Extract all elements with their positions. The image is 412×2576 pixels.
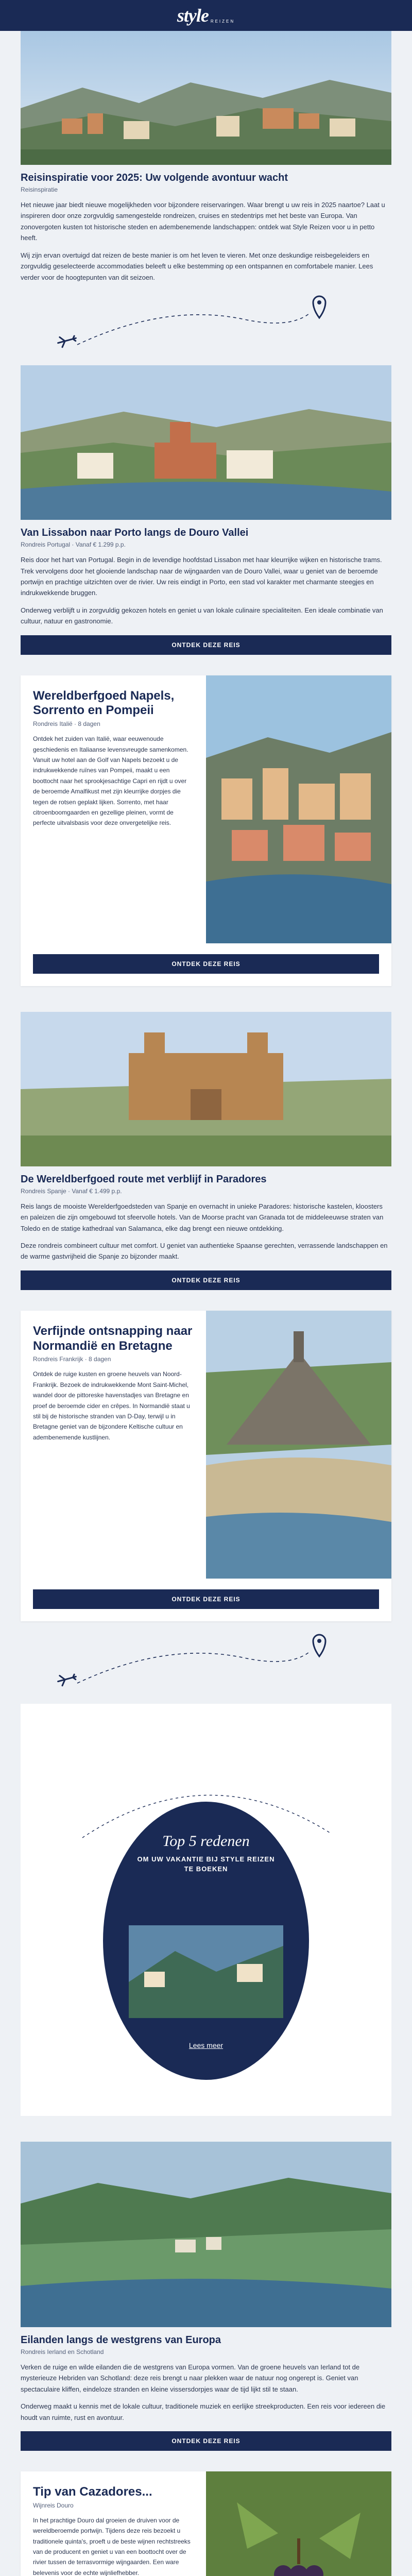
tip-card bbox=[21, 2471, 391, 2576]
card-body: Ontdek het zuiden van Italië, waar eeuwenoude geschiedenis en Italiaanse levensvreugde samenkomen. Vanuit uw hotel aan de Golf van Napels bezoekt u de indrukwekkende ruïnes van Pompeii, maakt u een boottocht naar het sprookjesachtige Capri en rijdt u over de beroemde Amalfikust met zijn kleurrijke dorpjes die tegen de rotsen geplakt lijken. Sorrento, met haar citroenboomgaarden en gezellige pleinen, vormt de perfecte uitvalsbasis voor deze onvergetelijke reis. bbox=[33, 735, 188, 827]
trip-card-napels bbox=[21, 675, 391, 986]
card-image[interactable] bbox=[206, 1311, 391, 1581]
article-body-2: Wij zijn ervan overtuigd dat reizen de beste manier is om het leven te vieren. Met onze deskundige reisbegeleiders en zorgvuldig geselecteerde accommodaties beleeft u elke bestemming op een ontspannen en comfortabele manier. Lees verder voor de hoogtepunten van dit seizoen. bbox=[21, 251, 373, 281]
article-image-islands[interactable] bbox=[21, 2142, 391, 2327]
card-subtitle: Rondreis Frankrijk · 8 dagen bbox=[33, 1355, 111, 1363]
card-subtitle: Wijnreis Douro bbox=[33, 2501, 74, 2509]
article-subtitle: Reisinspiratie bbox=[21, 186, 58, 193]
promo-line1: Top 5 redenen bbox=[162, 1832, 250, 1850]
discover-trip-button[interactable]: ONTDEK DEZE REIS bbox=[33, 954, 379, 974]
article-body-2: Onderweg maakt u kennis met de lokale cultuur, traditionele muziek en eerlijke streekproducten. Een reis voor iedereen die houdt van ruimte, rust en avontuur. bbox=[21, 2402, 386, 2421]
card-image[interactable] bbox=[206, 2471, 391, 2576]
article-subtitle: Rondreis Portugal · Vanaf € 1.299 p.p. bbox=[21, 541, 126, 549]
plane-divider bbox=[0, 1621, 412, 1704]
article-body-2: Onderweg verblijft u in zorgvuldig gekozen hotels en geniet u van lokale culinaire specialiteiten. Een ideale combinatie van cultuur, natuur en gastronomie. bbox=[21, 606, 383, 625]
card-body: In het prachtige Douro dal groeien de druiven voor de wereldberoemde portwijn. Tijdens deze reis bezoekt u traditionele quinta's, proeft u de beste wijnen rechtstreeks van de producent en geniet u van een boottocht over de rivier tussen de terrasvormige wijngaarden. Een ware belevenis voor de echte wijnliefhebber. bbox=[33, 2516, 191, 2576]
card-image[interactable] bbox=[206, 675, 391, 946]
article-subtitle: Rondreis Ierland en Schotland bbox=[21, 2348, 104, 2355]
article-subtitle: Rondreis Spanje · Vanaf € 1.499 p.p. bbox=[21, 1187, 122, 1195]
card-title[interactable]: Tip van Cazadores... bbox=[33, 2485, 152, 2499]
article-title[interactable]: Reisinspiratie voor 2025: Uw volgende avontuur wacht bbox=[21, 172, 288, 183]
article-body: Het nieuwe jaar biedt nieuwe mogelijkheden voor bijzondere reiservaringen. Waar brengt u uw reis in 2025 naartoe? Laat u inspireren door onze zorgvuldig samengestelde rondreizen, cruises en stedentrips met het beste van Europa. Van zonovergoten kusten tot historische steden en adembenemende landschappen: ontdek wat Style Reizen voor u in petto heeft. bbox=[21, 201, 385, 242]
promo-cta[interactable]: Lees meer bbox=[188, 2041, 224, 2049]
card-subtitle: Rondreis Italië · 8 dagen bbox=[33, 720, 100, 728]
logo-sub: REIZEN bbox=[210, 19, 235, 24]
article-title[interactable]: De Wereldberfgoed route met verblijf in Paradores bbox=[21, 1173, 267, 1185]
article-body: Reis door het hart van Portugal. Begin in de levendige hoofdstad Lissabon met haar kleurrijke wijken en historische trams. Trek vervolgens door het glooiende landschap naar de wijngaarden van de Douro Vallei, waar u geniet van de beroemde portwijn en prachtige uitzichten over de rivier. Uw reis eindigt in Porto, een stad vol karakter met charmante steegjes en indrukwekkende bruggen. bbox=[21, 556, 382, 597]
discover-trip-button[interactable]: ONTDEK DEZE REIS bbox=[33, 1589, 379, 1609]
card-title[interactable]: Verfijnde ontsnapping naar Normandië en Bretagne bbox=[33, 1324, 193, 1353]
article-body: Verken de ruige en wilde eilanden die de westgrens van Europa vormen. Van de groene heuvels van Ierland tot de mysterieuze Hebriden van Schotland: deze reis brengt u naar plekken waar de natuur nog ongerept is. Geniet van spectaculaire kliffen, eindeloze stranden en kleine vissersdorpjes waar de tijd lijkt stil te staan. bbox=[21, 2363, 360, 2393]
card-title[interactable]: Wereldberfgoed Napels, Sorrento en Pompeii bbox=[33, 688, 175, 718]
promo-line2: OM UW VAKANTIE BIJ STYLE REIZEN TE BOEKEN bbox=[137, 1855, 275, 1873]
article-body: Reis langs de mooiste Werelderfgoedsteden van Spanje en overnacht in unieke Paradores: historische kastelen, kloosters en paleizen die zijn omgebouwd tot sfeervolle hotels. Van de Moorse pracht van Granada tot de middeleeuwse straten van Toledo en de statige kathedraal van Salamanca, elke dag brengt een nieuwe ontdekking. bbox=[21, 1202, 384, 1232]
top5-promo[interactable] bbox=[21, 1704, 391, 2116]
article-image-spain[interactable] bbox=[21, 1012, 391, 1166]
article-body-2: Deze rondreis combineert cultuur met comfort. U geniet van authentieke Spaanse gerechten, verrassende landschappen en de warme gastvrijheid die Spanje zo bijzonder maakt. bbox=[21, 1242, 388, 1261]
trip-card-normandie bbox=[21, 1311, 391, 1621]
article-image-portugal[interactable] bbox=[21, 365, 391, 520]
discover-trip-button[interactable]: ONTDEK DEZE REIS bbox=[21, 635, 391, 655]
location-pin-icon bbox=[313, 1635, 325, 1656]
card-body: Ontdek de ruige kusten en groene heuvels van Noord-Frankrijk. Bezoek de indrukwekkende Mont Saint-Michel, wandel door de pittoreske havenstadjes van Bretagne en proef de beroemde cider en crêpes. In Normandië staat u stil bij de historische stranden van D-Day, terwijl u in Bretagne geniet van de bijzondere Keltische cultuur en adembenemende kustlijnen. bbox=[33, 1370, 190, 1441]
discover-trip-button[interactable]: ONTDEK DEZE REIS bbox=[21, 1270, 391, 1290]
location-pin-icon bbox=[313, 296, 325, 318]
airplane-icon bbox=[57, 333, 77, 348]
article-title[interactable]: Van Lissabon naar Porto langs de Douro Vallei bbox=[21, 527, 249, 539]
article-title[interactable]: Eilanden langs de westgrens van Europa bbox=[21, 2334, 221, 2346]
airplane-icon bbox=[57, 1672, 77, 1687]
logo[interactable]: style bbox=[177, 5, 209, 26]
plane-divider bbox=[0, 283, 412, 365]
header bbox=[0, 0, 412, 31]
hero-image[interactable] bbox=[21, 31, 391, 165]
discover-trip-button[interactable]: ONTDEK DEZE REIS bbox=[21, 2431, 391, 2451]
